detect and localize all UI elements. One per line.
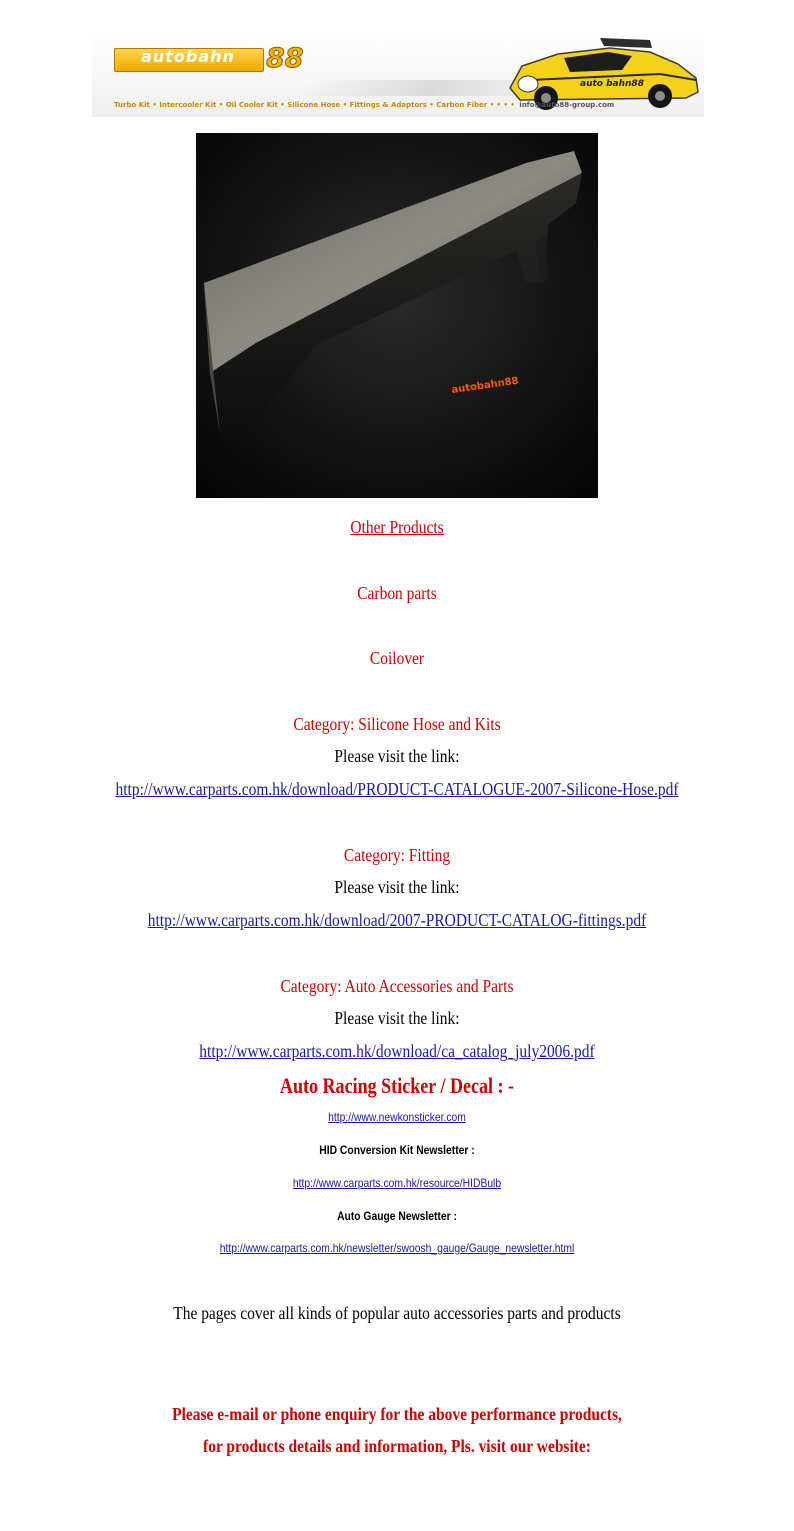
coilover-link[interactable]: Coilover <box>369 648 425 668</box>
enquiry-line-2: for products details and information, Pls. visit our website: <box>203 1436 591 1456</box>
nav-silicone-hose[interactable]: Silicone Hose <box>287 101 341 109</box>
nav-separator: • <box>152 101 157 109</box>
enquiry-line-1: Please e-mail or phone enquiry for the above performance products, <box>172 1404 622 1424</box>
accessories-visit-text: Please visit the link: <box>334 1008 460 1028</box>
nav-separator: • <box>280 101 285 109</box>
silicone-catalogue-link[interactable]: http://www.carparts.com.hk/download/PRODUCT-CATALOGUE-2007-Silicone-Hose.pdf <box>115 779 679 799</box>
photo-logo-text: autobahn88 <box>450 375 520 396</box>
header-email[interactable]: info@auto88-group.com <box>519 101 615 109</box>
silicone-visit-text: Please visit the link: <box>334 746 460 766</box>
hid-newsletter-link[interactable]: http://www.carparts.com.hk/resource/HIDBulb <box>292 1176 502 1190</box>
logo-word: autobahn <box>141 47 235 66</box>
nav-carbon-fiber[interactable]: Carbon Fiber <box>436 101 488 109</box>
fitting-visit-text: Please visit the link: <box>334 877 460 897</box>
gauge-newsletter-heading: Auto Gauge Newsletter : <box>337 1209 457 1223</box>
accessories-catalogue-link[interactable]: http://www.carparts.com.hk/download/ca_catalog_july2006.pdf <box>199 1041 595 1061</box>
logo-number: 88 <box>266 43 304 74</box>
nav-intercooler-kit[interactable]: Intercooler Kit <box>159 101 217 109</box>
sticker-heading: Auto Racing Sticker / Decal : - <box>279 1073 515 1098</box>
other-products-link[interactable]: Other Products <box>350 517 444 537</box>
header-banner <box>92 30 704 117</box>
pages-cover-text: The pages cover all kinds of popular auto accessories parts and products <box>173 1303 621 1323</box>
nav-fittings-adaptors[interactable]: Fittings & Adaptors <box>349 101 427 109</box>
banner-nav <box>114 99 694 111</box>
nav-oil-cooler-kit[interactable]: Oil Cooler Kit <box>225 101 278 109</box>
silicone-category-heading: Category: Silicone Hose and Kits <box>293 714 501 734</box>
fitting-category-heading: Category: Fitting <box>343 845 451 865</box>
car-livery-text: auto bahn88 <box>580 79 644 89</box>
nav-dots: • • • • <box>489 101 515 109</box>
sticker-link[interactable]: http://www.newkonsticker.com <box>328 1110 466 1124</box>
gauge-newsletter-link[interactable]: http://www.carparts.com.hk/newsletter/swoosh_gauge/Gauge_newsletter.html <box>219 1241 575 1255</box>
nav-separator: • <box>218 101 224 109</box>
carbon-parts-link[interactable]: Carbon parts <box>357 583 437 603</box>
accessories-category-heading: Category: Auto Accessories and Parts <box>280 976 514 996</box>
brand-logo[interactable] <box>114 43 304 75</box>
nav-separator: • <box>429 101 434 109</box>
nav-turbo-kit[interactable]: Turbo Kit <box>114 101 150 109</box>
fitting-catalogue-link[interactable]: http://www.carparts.com.hk/download/2007-PRODUCT-CATALOG-fittings.pdf <box>147 910 647 930</box>
nav-separator: • <box>342 101 348 109</box>
carbon-spoiler-photo <box>196 133 598 498</box>
hid-newsletter-heading: HID Conversion Kit Newsletter : <box>319 1143 475 1157</box>
